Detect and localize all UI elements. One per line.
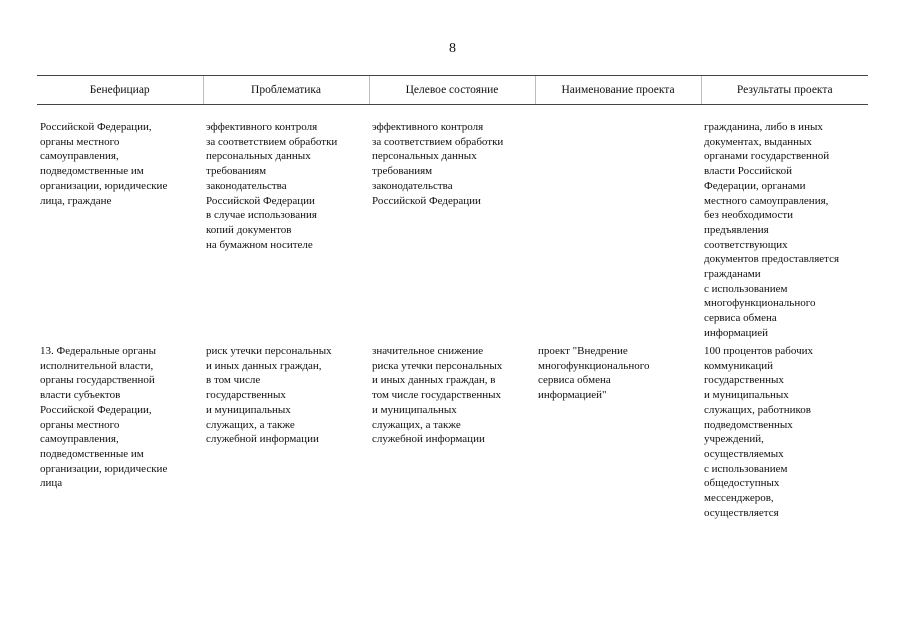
cell-text-line: требованиям: [372, 165, 433, 178]
header-problem: Проблематика: [203, 76, 369, 105]
cell-text-line: персональных данных: [206, 150, 311, 163]
cell-text-line: лица, граждане: [40, 194, 112, 207]
header-project-results: Результаты проекта: [701, 76, 868, 105]
cell-text-line: на бумажном носителе: [206, 238, 313, 251]
cell-text-line: законодательства: [372, 179, 453, 192]
cell-text-line: органы государственной: [40, 374, 155, 387]
cell-problem: [203, 105, 369, 343]
cell-text-line: и муниципальных: [372, 403, 457, 416]
cell-text-line: организации, юридические: [40, 462, 168, 475]
cell-project-results: [701, 105, 868, 343]
cell-text-line: риска утечки персональных: [372, 359, 503, 372]
cell-text-line: органами государственной: [704, 150, 830, 163]
cell-text-line: государственных: [206, 389, 286, 402]
cell-project-results: [701, 342, 868, 520]
cell-text-line: требованиям: [206, 165, 267, 178]
cell-text-line: гражданами: [704, 268, 761, 281]
cell-text-line: и муниципальных: [704, 389, 789, 402]
cell-beneficiary: [37, 342, 203, 520]
cell-beneficiary: [37, 105, 203, 343]
cell-text-line: документов предоставляется: [704, 253, 840, 266]
cell-text-line: подведомственных: [704, 418, 793, 431]
cell-text-line: соответствующих: [704, 238, 788, 251]
cell-text-line: эффективного контроля: [206, 121, 318, 133]
cell-text-line: местного самоуправления,: [704, 194, 829, 207]
cell-text-line: Российской Федерации,: [40, 121, 152, 133]
cell-text-line: Российской Федерации,: [40, 403, 152, 416]
header-target-state: Целевое состояние: [369, 76, 535, 105]
cell-text-line: Российской Федерации: [206, 194, 315, 207]
cell-text-line: законодательства: [206, 179, 287, 192]
cell-text-line: подведомственные им: [40, 447, 144, 460]
cell-text-line: государственных: [704, 374, 784, 387]
cell-text-line: подведомственные им: [40, 165, 144, 178]
cell-text-line: организации, юридические: [40, 179, 168, 192]
cell-text-line: и иных данных граждан,: [206, 359, 322, 372]
cell-text-line: том числе государственных: [372, 389, 501, 402]
table-body: [37, 105, 868, 521]
cell-text-line: 100 процентов рабочих: [704, 345, 814, 357]
cell-text-line: многофункционального: [704, 297, 816, 310]
cell-text-line: коммуникаций: [704, 359, 773, 372]
cell-text-line: служебной информации: [206, 433, 319, 446]
cell-text-line: служащих, а также: [206, 418, 295, 431]
page-number: 8: [449, 41, 456, 56]
cell-project-name: [535, 342, 701, 520]
cell-text-line: власти Российской: [704, 165, 792, 178]
header-beneficiary: Бенефициар: [37, 76, 203, 105]
cell-text-line: осуществляется: [704, 506, 779, 519]
cell-text-line: сервиса обмена: [704, 312, 777, 325]
table-header: [37, 76, 868, 105]
cell-text-line: сервиса обмена: [538, 374, 611, 387]
table-row: [37, 105, 868, 343]
header-project-name: Наименование проекта: [535, 76, 701, 105]
cell-text-line: служебной информации: [372, 433, 485, 446]
cell-text-line: исполнительной власти,: [40, 359, 154, 372]
cell-text-line: органы местного: [40, 135, 120, 148]
cell-text-line: без необходимости: [704, 209, 794, 222]
table-row: [37, 342, 868, 520]
cell-text-line: общедоступных: [704, 477, 780, 490]
cell-text-line: за соответствием обработки: [372, 135, 504, 148]
cell-text-line: с использованием: [704, 462, 788, 475]
cell-text-line: персональных данных: [372, 150, 477, 163]
cell-text-line: мессенджеров,: [704, 492, 774, 505]
project-table: [37, 75, 868, 520]
cell-text-line: значительное снижение: [372, 345, 484, 357]
cell-text-line: копий документов: [206, 223, 292, 236]
cell-target-state: [369, 342, 535, 520]
cell-text-line: и муниципальных: [206, 403, 291, 416]
cell-problem: [203, 342, 369, 520]
cell-text-line: Федерации, органами: [704, 179, 806, 192]
cell-text-line: служащих, а также: [372, 418, 461, 431]
cell-text-line: и иных данных граждан, в: [372, 374, 496, 387]
cell-text-line: лица: [40, 477, 63, 490]
cell-text-line: с использованием: [704, 282, 788, 295]
cell-text-line: в случае использования: [206, 209, 317, 222]
cell-text-line: документах, выданных: [704, 135, 812, 148]
cell-text-line: самоуправления,: [40, 433, 119, 446]
cell-text-line: самоуправления,: [40, 150, 119, 163]
cell-text-line: эффективного контроля: [372, 121, 484, 133]
cell-text-line: в том числе: [206, 374, 261, 387]
cell-text-line: предъявления: [704, 223, 769, 236]
cell-text-line: Российской Федерации: [372, 194, 481, 207]
cell-text-line: служащих, работников: [704, 403, 811, 416]
cell-text-line: власти субъектов: [40, 389, 121, 402]
cell-text-line: проект "Внедрение: [538, 345, 628, 357]
cell-text-line: учреждений,: [704, 433, 764, 446]
cell-text-line: риск утечки персональных: [206, 345, 332, 357]
cell-text-line: осуществляемых: [704, 447, 784, 460]
header-row: [37, 76, 868, 105]
cell-text-line: 13. Федеральные органы: [40, 345, 156, 357]
cell-text-line: за соответствием обработки: [206, 135, 338, 148]
cell-text-line: информацией": [538, 389, 607, 402]
cell-text-line: информацией: [704, 326, 769, 339]
cell-target-state: [369, 105, 535, 343]
cell-text-line: органы местного: [40, 418, 120, 431]
cell-text-line: гражданина, либо в иных: [704, 121, 823, 133]
cell-project-name: [535, 105, 701, 343]
cell-text-line: многофункционального: [538, 359, 650, 372]
